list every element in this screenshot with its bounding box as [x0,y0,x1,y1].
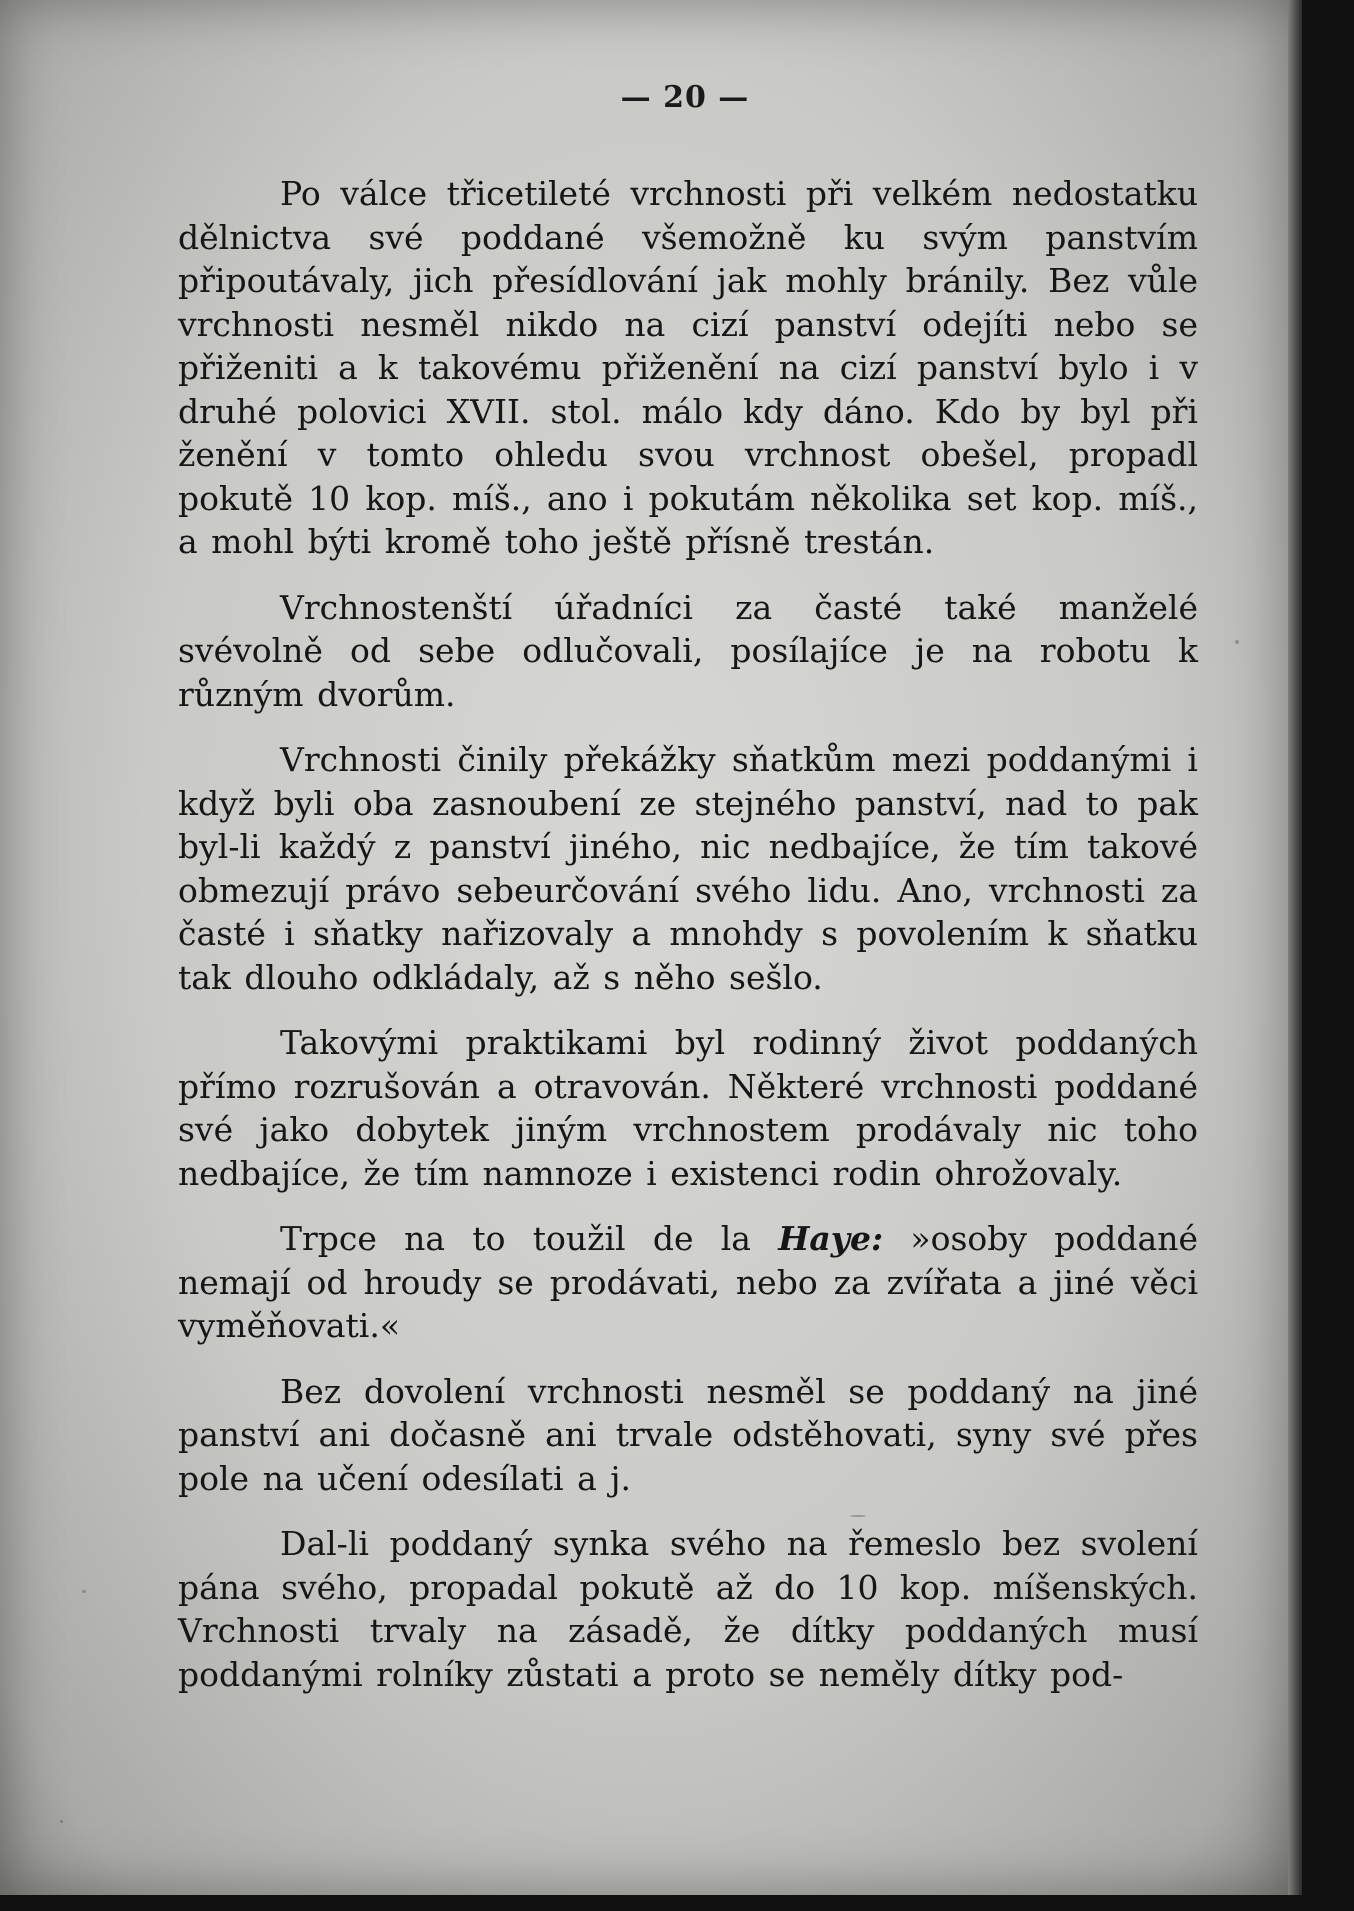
paragraph-2: Vrchnostenští úřadníci za časté také manželé svévolně od sebe odlučovali, posílajíce je na robotu k různým dvorům. [178,587,1198,714]
body-text [178,172,1198,1696]
paragraph-7: Dal-li poddaný synka svého na řemeslo bez svolení pána svého, propadal pokutě až do 10 kop. míšenských. Vrchnosti trvaly na zásadě, že dítky poddaných musí poddanými rolníky zůstati a proto se neměly dítky pod- [178,1524,1198,1694]
speck [1235,640,1239,644]
paragraph-4: Takovými praktikami byl rodinný život poddaných přímo rozrušován a otravován. Některé vrchnosti poddané své jako dobytek jiným vrchnostem prodávaly nic toho nedbajíce, že tím namnoze i existenci rodin ohrožovaly. [178,1023,1198,1193]
author-name: Haye: [778,1219,884,1258]
paragraph-6: Bez dovolení vrchnosti nesměl se poddaný na jiné panství ani dočasně ani trvale odstěhovati, syny své přes pole na učení odesílati a j. [178,1371,1198,1498]
paragraph-5-lead: Trpce na to toužil de la [280,1219,751,1258]
paragraph-3: Vrchnosti činily překážky sňatkům mezi poddanými i když byli oba zasnoubení ze stejného panství, nad to pak byl-li každý z panství jiného, nic nedbajíce, že tím takové obmezují právo sebeurčování svého lidu. Ano, vrchnosti za časté i sňatky nařizovaly a mnohdy s povolením k sňatku tak dlouho odkládaly, až s něho sešlo. [178,740,1198,997]
paragraph-5 [178,1217,1198,1348]
speck [60,1820,63,1823]
speck [82,1590,86,1593]
quotation: »osoby poddané nemají od hroudy se prodávati, nebo za zvířata a jiné věci vyměňovati.« [178,1219,1198,1345]
speck [1292,1340,1295,1350]
paragraph-1: Po válce třicetileté vrchnosti při velkém nedostatku dělnictva své poddané všemožně ku svým panstvím připoutávaly, jich přesídlování jak mohly bránily. Bez vůle vrchnosti nesměl nikdo na cizí panství odejíti nebo se přiženiti a k takovému přiženění na cizí panství bylo i v druhé polovici XVII. stol. málo kdy dáno. Kdo by byl při ženění v tomto ohledu svou vrchnost obešel, propadl pokutě 10 kop. míš., ano i pokutám několika set kop. míš., a mohl býti kromě toho ještě přísně trestán. [178,174,1198,561]
page-number: — 20 — [620,80,750,115]
